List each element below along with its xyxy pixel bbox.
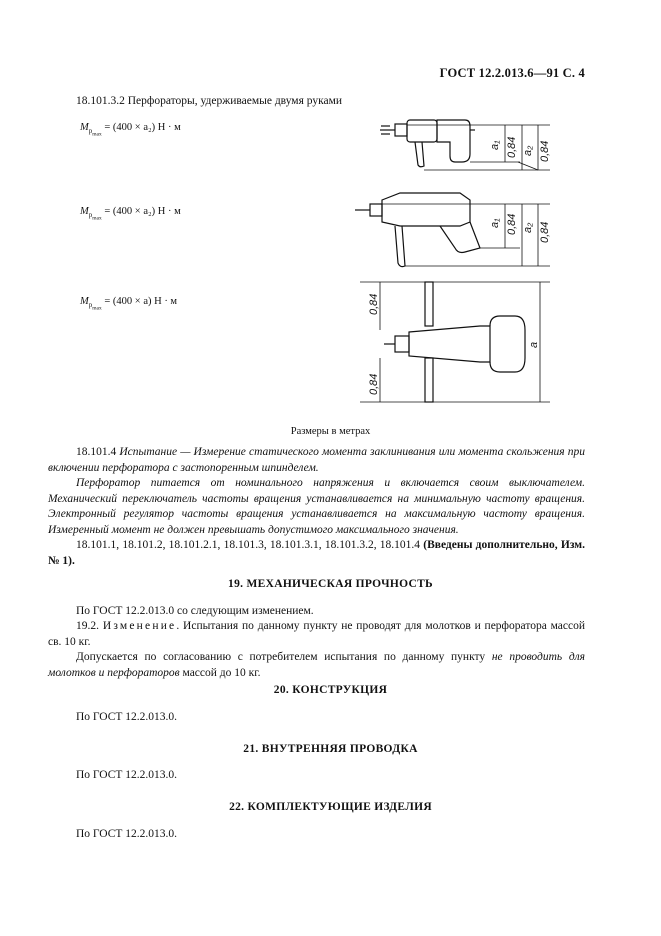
section-21-title: 21. ВНУТРЕННЯЯ ПРОВОДКА (243, 743, 418, 755)
formula-rhs: = (400 × a) Н · м (104, 296, 178, 307)
page-header: ГОСТ 12.2.013.6—91 С. 4 (439, 66, 585, 80)
section-22-p1: По ГОСТ 12.2.013.0. (76, 828, 178, 840)
clause-number: 18.101.4 (76, 446, 117, 458)
refs: 18.101.1, 18.101.2, 18.101.2.1, 18.101.3, 18.101.3.1, 18.101.3.2, 18.101.4 (76, 539, 421, 551)
formula-sub: p (88, 127, 93, 136)
p3-it: не проводить для молотков и перфораторов (48, 651, 585, 679)
p2-num: 19.2. (76, 620, 99, 632)
perforator-figures (340, 110, 590, 410)
clause-refs (48, 538, 585, 569)
p3-b: массой до 10 кг. (179, 666, 261, 679)
label-084: 0,84 (368, 373, 380, 395)
test-body: Перфоратор питается от номинального напряжения и включается своим выключателем. Механический переключатель частоты вращения устанавливается на минимальную частоту вращения. Электронный регулятор частоты вращения устанавливается на максимальную частоту вращения. Измеренный момент не должен превышать допустимого максимального значения. (48, 477, 585, 536)
drill-figure-2 (355, 193, 550, 267)
formula-3 (80, 296, 177, 311)
formula-1 (80, 122, 181, 137)
section-20-p1: По ГОСТ 12.2.013.0. (76, 711, 178, 723)
section-21-p1: По ГОСТ 12.2.013.0. (76, 769, 178, 781)
label-a: a (528, 341, 540, 348)
formula-rhs: = (400 × a₂) Н · м (104, 122, 181, 133)
label-a2: a₂ (522, 145, 534, 156)
formula-subsub: max (92, 131, 102, 138)
formula-symbol: M (80, 122, 89, 133)
label-084: 0,84 (506, 213, 518, 235)
formula-symbol: M (80, 296, 89, 307)
drill-figure-3 (360, 282, 550, 402)
figure-caption: Размеры в метрах (290, 426, 371, 437)
section-19-title: 19. МЕХАНИЧЕСКАЯ ПРОЧНОСТЬ (228, 578, 433, 590)
formula-subsub: max (92, 215, 102, 222)
label-084: 0,84 (539, 221, 551, 243)
test-title: Испытание — Измерение статического момента заклинивания или момента скольжения при включении перфоратора с застопоренным шпинделем. (48, 446, 586, 474)
label-a2: a₂ (522, 222, 534, 233)
label-084: 0,84 (539, 140, 551, 162)
label-084: 0,84 (368, 293, 380, 315)
formula-2 (80, 206, 181, 221)
drill-figure-1 (380, 120, 550, 170)
clause-18-101-4 (48, 445, 585, 476)
clause-18-101-3-2: 18.101.3.2 Перфораторы, удерживаемые двумя руками (76, 95, 343, 107)
label-a1: a₁ (489, 140, 501, 150)
section-19-p1: По ГОСТ 12.2.013.0 со следующим изменением. (76, 605, 314, 617)
formula-symbol: M (80, 206, 89, 217)
section-19-p2 (48, 619, 585, 650)
p2-rest: . Испытания по данному пункту не проводят для молотков и перфоратора массой св. 10 кг. (48, 620, 586, 648)
p3-a: Допускается по согласованию с потребителем испытания по данному пункту (76, 651, 492, 663)
label-a1: a₁ (489, 218, 501, 228)
formula-sub: p (88, 211, 93, 220)
p2-change: Изменение (102, 620, 177, 632)
formula-sub: p (88, 301, 93, 310)
section-22-title: 22. КОМПЛЕКТУЮЩИЕ ИЗДЕЛИЯ (229, 801, 432, 813)
label-084: 0,84 (506, 136, 518, 158)
section-19-p3 (48, 650, 585, 681)
formula-subsub: max (92, 305, 102, 312)
refs-note: (Введены дополнительно, Изм. № 1). (48, 539, 585, 567)
section-20-title: 20. КОНСТРУКЦИЯ (273, 684, 388, 696)
formula-rhs: = (400 × a₂) Н · м (104, 206, 181, 217)
